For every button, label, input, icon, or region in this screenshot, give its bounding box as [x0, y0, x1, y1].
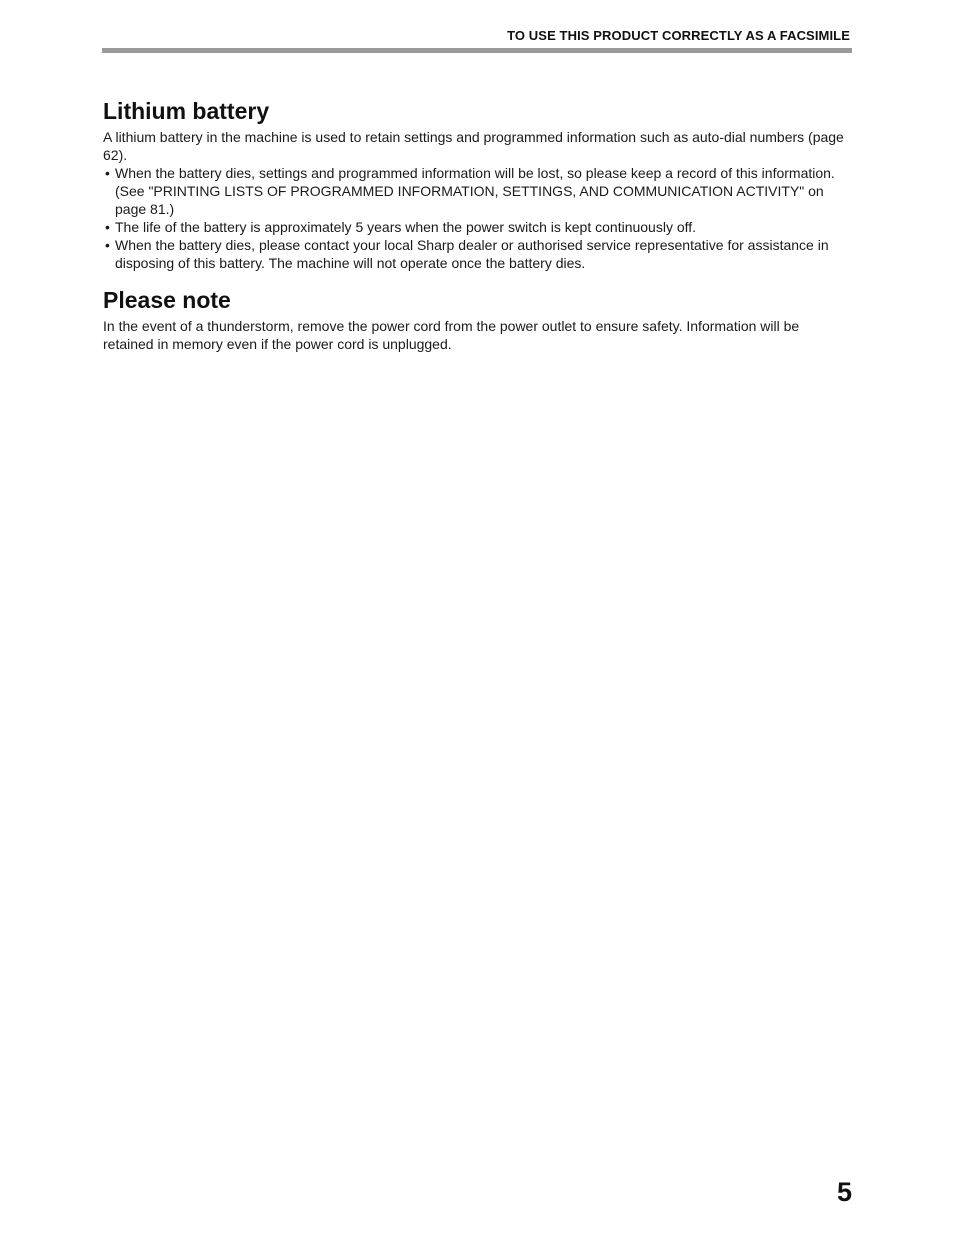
section-heading: Please note [103, 287, 231, 313]
section-intro: In the event of a thunderstorm, remove the power cord from the power outlet to ensure safety. Information will be retained in memory even if the power cord is unplugged. [103, 318, 800, 352]
bullet-icon: • [105, 219, 110, 235]
page-content [103, 96, 851, 353]
bullet-list [103, 164, 851, 272]
section-heading: Lithium battery [103, 98, 270, 124]
section-lithium-battery [103, 96, 851, 272]
bullet-icon: • [105, 165, 110, 181]
list-item-text: The life of the battery is approximately 5 years when the power switch is kept continuously off. [115, 219, 697, 235]
page-number: 5 [836, 1177, 852, 1207]
running-header: TO USE THIS PRODUCT CORRECTLY AS A FACSIMILE [507, 28, 850, 43]
section-intro: A lithium battery in the machine is used to retain settings and programmed information such as auto-dial numbers (page 62). [103, 129, 844, 163]
list-item-text: When the battery dies, settings and programmed information will be lost, so please keep a record of this information. (See "PRINTING LISTS OF PROGRAMMED INFORMATION, SETTINGS, AND COMMUNICATION ACTIVITY" on page 81.) [115, 165, 835, 217]
list-item [103, 236, 851, 272]
list-item-text: When the battery dies, please contact your local Sharp dealer or authorised service representative for assistance in disposing of this battery. The machine will not operate once the battery dies. [115, 237, 829, 271]
list-item [103, 218, 851, 236]
bullet-icon: • [105, 237, 110, 253]
list-item [103, 164, 851, 218]
header-rule [102, 48, 852, 53]
section-please-note [103, 285, 851, 353]
